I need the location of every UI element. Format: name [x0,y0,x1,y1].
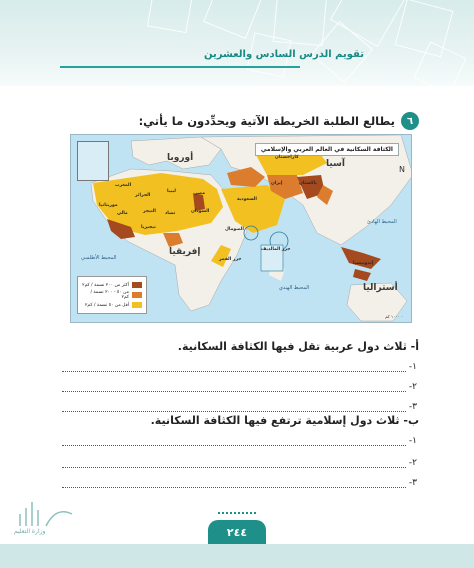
compass-icon: N [399,165,405,174]
label-mauritania: موريتانيا [99,203,118,208]
label-atlantic: المحيط الأطلسي [81,255,117,261]
legend-label: أقل من ٥٠ نسمة / كم٢ [84,302,129,308]
legend-swatch [132,302,142,308]
label-australia: أستراليا [363,283,398,293]
answer-line-a3[interactable] [62,400,417,412]
population-density-map [70,134,412,323]
label-saudi: السعودية [237,197,257,202]
label-comoros: جزر القمر [219,257,242,262]
answer-line-a1[interactable] [62,360,417,372]
page-number: ٢٤٤ [208,520,266,544]
answer-line-a2[interactable] [62,380,417,392]
header-band [0,0,474,86]
label-indonesia: إندونيسيا [353,261,374,266]
legend-swatch [132,282,142,288]
map-legend [77,276,147,314]
label-mali: مالي [117,211,128,216]
answer-number: ٣- [408,478,417,488]
title-rule [60,66,300,68]
label-maldives: جزر المالديف [261,247,291,252]
answer-number: ١- [408,436,417,446]
inset-map [77,141,109,181]
label-sudan: السودان [191,209,210,214]
answer-number: ١- [408,362,417,372]
part-b-prompt: ب- ثلاث دول إسلامية ترتفع فيها الكثافة السكانية. [150,414,419,427]
legend-label: من ٥٠ - ٢٠٠ نسمة / كم٢ [90,290,129,300]
map-title: الكثافة السكانية في العالم العربي والإسلامي [255,143,399,156]
ministry-name: وزارة التعليم [14,528,46,535]
answer-blank[interactable] [62,460,406,468]
answer-number: ٢- [408,382,417,392]
label-libya: ليبيا [167,189,176,194]
label-europe: أوروبا [167,153,194,163]
question-number: ٦ [401,112,419,130]
legend-label: أكثر من ٢٠٠ نسمة / كم٢ [82,282,129,288]
label-asia: آسيا [326,159,345,169]
label-pakistan: باكستان [299,181,317,186]
answer-number: ٣- [408,402,417,412]
answer-number: ٢- [408,458,417,468]
legend-item [82,302,142,308]
answer-blank[interactable] [62,438,406,446]
page-number-decoration [218,512,256,520]
label-nigeria: نيجيريا [141,225,156,230]
label-chad: تشاد [165,211,176,216]
label-niger: النيجر [143,209,156,214]
label-morocco: المغرب [115,183,132,188]
map-scale: ٠ ١٠٠٠ كم [385,314,403,319]
lesson-title: تقويم الدرس السادس والعشرين [203,49,364,60]
answer-line-b1[interactable] [62,434,417,446]
question-prompt: يطالع الطلبة الخريطة الآتية ويحدِّدون ما يأتي: [138,114,395,128]
label-pacific: المحيط الهادئ [367,219,397,225]
legend-swatch [132,292,142,298]
legend-item [82,282,142,288]
part-a-prompt: أ- ثلاث دول عربية تقل فيها الكثافة السكانية. [177,340,419,353]
label-somalia: الصومال [225,227,244,232]
legend-item [82,290,142,300]
answer-blank[interactable] [62,384,406,392]
answer-blank[interactable] [62,404,406,412]
label-iran: إيران [271,181,283,186]
answer-blank[interactable] [62,364,406,372]
label-egypt: مصر [195,191,206,196]
question-heading [139,112,419,130]
answer-blank[interactable] [62,480,406,488]
label-indian: المحيط الهندي [279,285,310,291]
bottom-band [0,544,474,568]
answer-line-b2[interactable] [62,456,417,468]
label-africa: إفريقيا [169,247,201,257]
label-kazakhstan: كازاخستان [275,155,299,160]
label-algeria: الجزائر [135,193,151,198]
answer-line-b3[interactable] [62,476,417,488]
